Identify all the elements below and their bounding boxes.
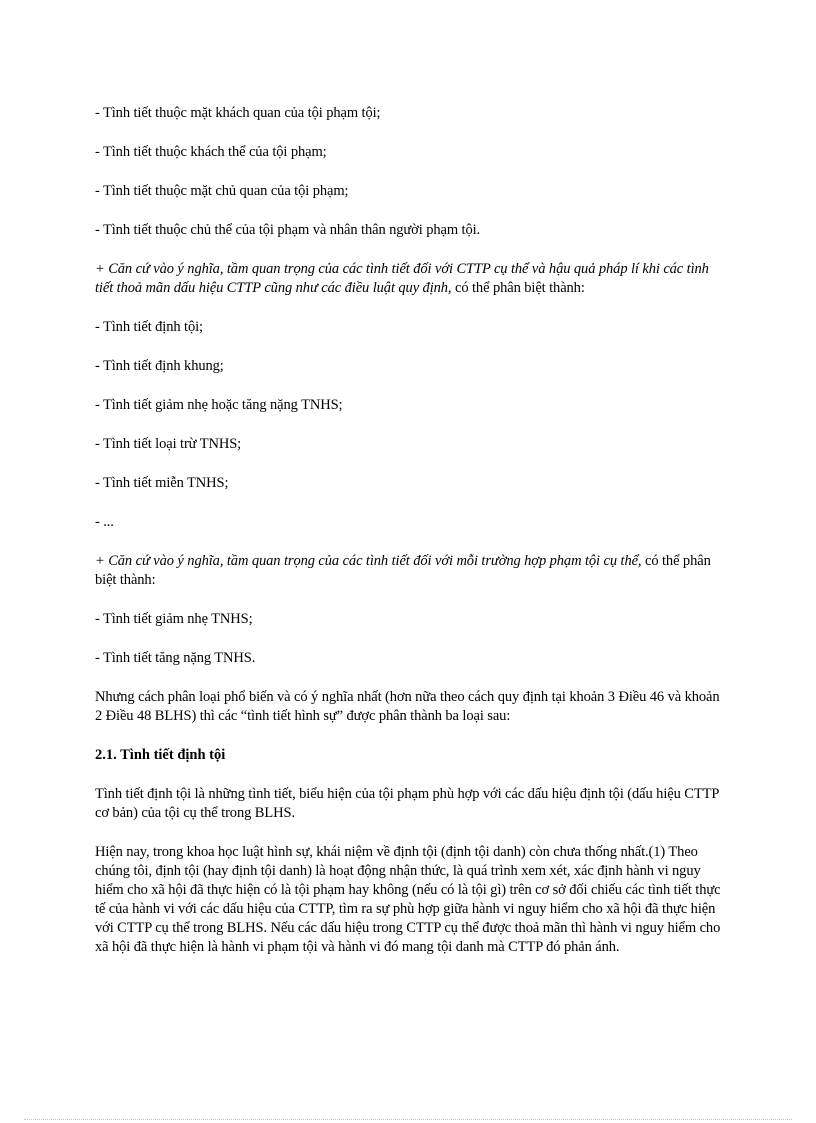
paragraph-italic-lead: + Căn cứ vào ý nghĩa, tầm quan trọng của các tình tiết đối với mỗi trường hợp phạm tội cụ thể, — [95, 553, 642, 569]
list-item: - Tình tiết giảm nhẹ TNHS; — [95, 611, 253, 627]
list-item: - ... — [95, 514, 114, 530]
paragraph-tail: có thể phân biệt thành: — [451, 280, 585, 296]
list-item: - Tình tiết định khung; — [95, 358, 224, 374]
page-bottom-divider — [24, 1119, 792, 1120]
list-item: - Tình tiết thuộc mặt chủ quan của tội phạm; — [95, 183, 349, 199]
document-page — [95, 104, 725, 977]
list-item: - Tình tiết thuộc chủ thể của tội phạm và nhân thân người phạm tội. — [95, 222, 481, 238]
paragraph-discussion: Hiện nay, trong khoa học luật hình sự, khái niệm về định tội (định tội danh) còn chưa thống nhất.(1) Theo chúng tôi, định tội (hay định tội danh) là hoạt động nhận thức, là quá trình xem xét, xác định hành vi nguy hiểm cho xã hội đã thực hiện có là tội phạm hay không (nếu có là tội gì) trên cơ sở đối chiếu các tình tiết thực tế của hành vi với các dấu hiệu của CTTP, tìm ra sự phù hợp giữa hành vi nguy hiểm cho xã hội đã thực hiện với CTTP cụ thể trong BLHS. Nếu các dấu hiệu trong CTTP cụ thể được thoả mãn thì hành vi nguy hiểm cho xã hội đã thực hiện là hành vi phạm tội và hành vi đó mang tội danh mà CTTP đó phản ánh. — [95, 844, 721, 955]
paragraph-classification-1 — [95, 260, 725, 298]
paragraph-definition: Tình tiết định tội là những tình tiết, biểu hiện của tội phạm phù hợp với các dấu hiệu định tội (dấu hiệu CTTP cơ bản) của tội cụ thể trong BLHS. — [95, 786, 719, 821]
section-heading: 2.1. Tình tiết định tội — [95, 747, 226, 763]
list-item: - Tình tiết miễn TNHS; — [95, 475, 229, 491]
list-item: - Tình tiết loại trừ TNHS; — [95, 436, 242, 452]
list-item: - Tình tiết tăng nặng TNHS. — [95, 650, 256, 666]
paragraph-tail: có thể phân biệt thành: — [95, 553, 711, 588]
paragraph-common-classification: Nhưng cách phân loại phổ biến và có ý nghĩa nhất (hơn nữa theo cách quy định tại khoản 3 Điều 46 và khoản 2 Điều 48 BLHS) thì các “tình tiết hình sự” được phân thành ba loại sau: — [95, 689, 720, 724]
list-item: - Tình tiết giảm nhẹ hoặc tăng nặng TNHS; — [95, 397, 343, 413]
list-item: - Tình tiết thuộc mặt khách quan của tội phạm tội; — [95, 105, 381, 121]
list-item: - Tình tiết thuộc khách thể của tội phạm; — [95, 144, 327, 160]
list-item: - Tình tiết định tội; — [95, 319, 203, 335]
paragraph-italic-lead: + Căn cứ vào ý nghĩa, tầm quan trọng của các tình tiết đối với CTTP cụ thể và hậu quả pháp lí khi các tình tiết thoả mãn dấu hiệu CTTP cũng như các điều luật quy định, — [95, 261, 709, 296]
paragraph-classification-2 — [95, 552, 725, 590]
